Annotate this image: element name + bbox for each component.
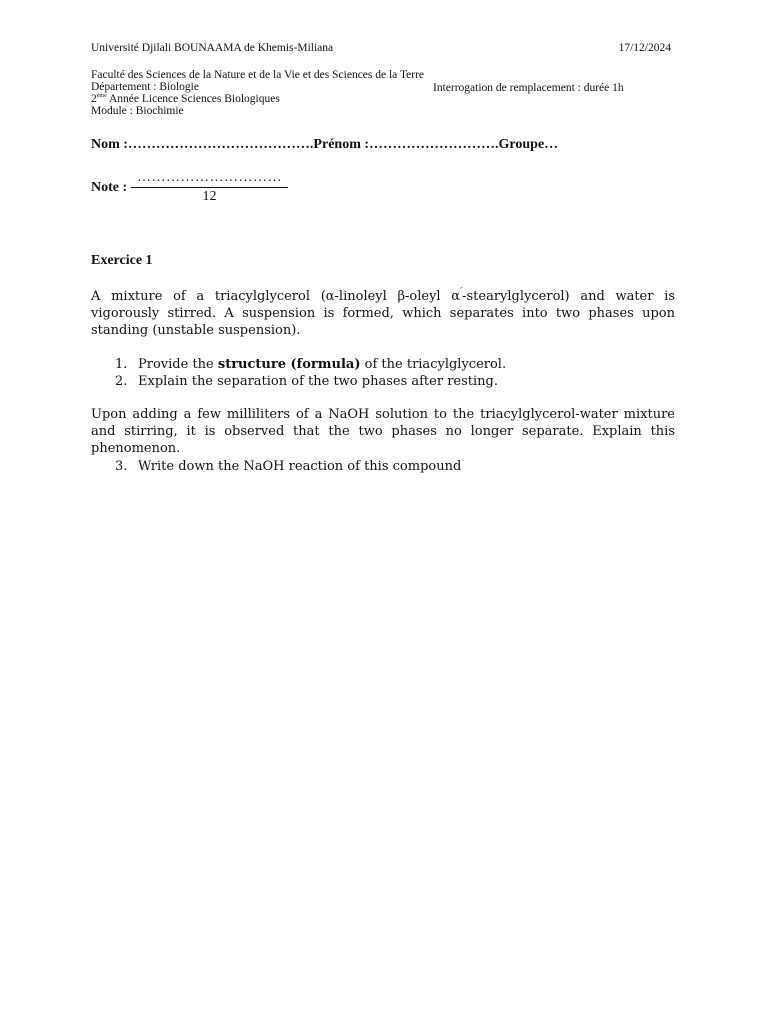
grade-fraction xyxy=(131,172,288,205)
question-number: 2. xyxy=(115,374,128,389)
university-name: Université Djilali BOUNAAMA de Khemis-Miliana xyxy=(91,42,334,54)
faculty-name: Faculté des Sciences de la Nature et de la Vie et des Sciences de la Terre xyxy=(91,69,425,81)
grade-denominator: 12 xyxy=(202,189,217,204)
intro-part-a: A mixture of a triacylglycerol (α-linoleyl β-oleyl α xyxy=(91,289,461,304)
question-number: 3. xyxy=(115,459,128,474)
question-item-3 xyxy=(91,458,675,475)
exercise-middle-paragraph: Upon adding a few milliliters of a NaOH solution to the triacylglycerol-water mixture and stirring, it is observed that the two phases no longer separate. Explain this phenomenon. xyxy=(91,407,675,456)
student-identity-line: Nom :………………………………….Prénom :……………………….Groupe… xyxy=(91,137,559,152)
question-item-2 xyxy=(91,373,675,390)
department: Département : Biologie xyxy=(91,81,199,93)
grade-label: Note : xyxy=(91,180,128,195)
question-text: Explain the separation of the two phases after resting. xyxy=(138,374,498,389)
question-list-2 xyxy=(91,458,675,475)
interrogation-info: Interrogation de remplacement : durée 1h xyxy=(433,82,624,94)
year-suffix: ème xyxy=(96,93,107,99)
question-item-1 xyxy=(91,356,675,373)
header-top xyxy=(91,42,671,54)
faculty-block xyxy=(91,69,671,117)
year-level xyxy=(91,93,671,105)
exercise-title: Exercice 1 xyxy=(91,253,153,268)
question-text: Write down the NaOH reaction of this compound xyxy=(138,459,462,474)
intro-part-b: -stearylglycerol) and water is vigorously stirred. A suspension is formed, which separates into two phases upon standing (unstable suspension). xyxy=(91,289,675,338)
question-text-after: of the triacylglycerol. xyxy=(360,357,507,372)
year-number: 2 xyxy=(91,93,97,105)
question-number: 1. xyxy=(115,357,128,372)
exam-date: 17/12/2024 xyxy=(618,42,671,54)
year-rest: Année Licence Sciences Biologiques xyxy=(106,93,280,105)
question-list xyxy=(91,356,675,390)
question-text-bold: structure (formula) xyxy=(217,357,361,372)
question-text-before: Provide the xyxy=(138,357,218,372)
prime-mark: ′ xyxy=(460,287,463,297)
grade-numerator: ………………………… xyxy=(131,172,288,188)
exercise-intro xyxy=(91,288,675,339)
module: Module : Biochimie xyxy=(91,105,184,117)
